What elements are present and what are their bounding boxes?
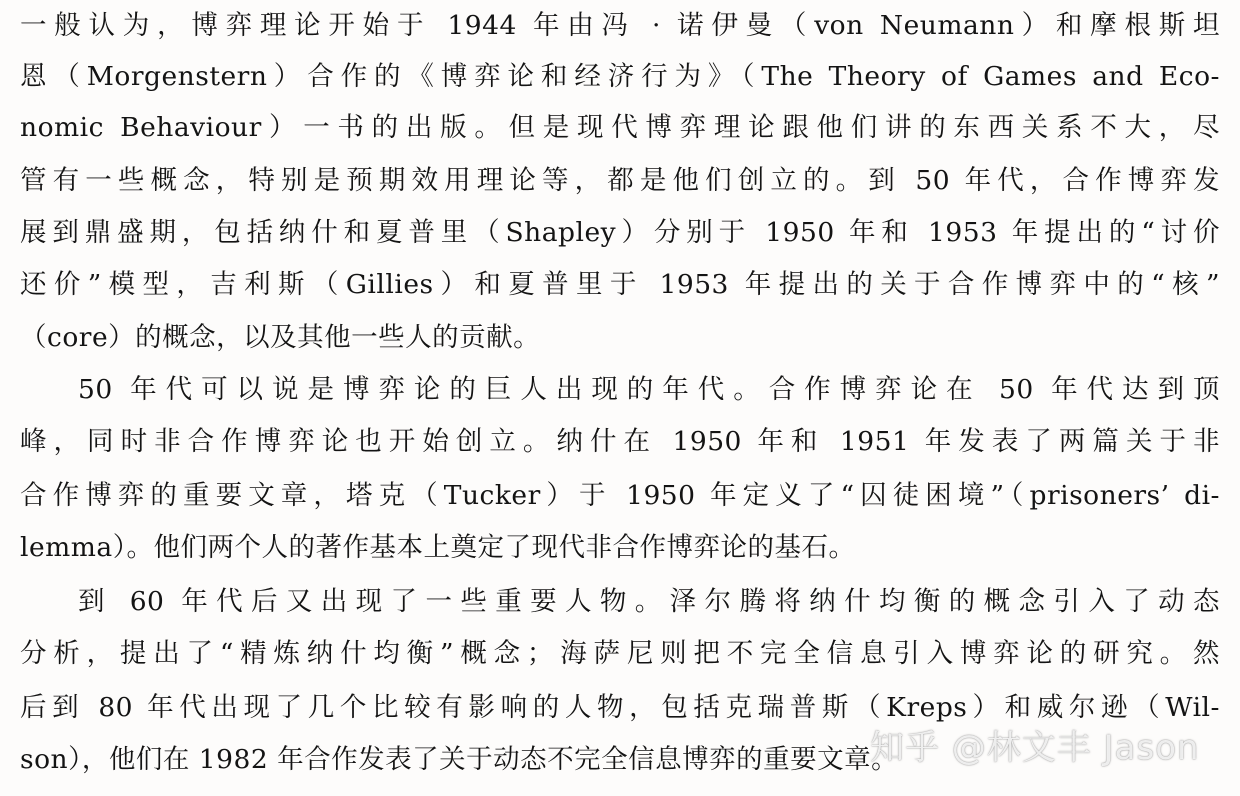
text-line: 恩（Morgenstern）合作的《博弈论和经济行为》（The Theory of Games and Eco- <box>20 61 1220 92</box>
text-line: 还价”模型，吉利斯（Gillies）和夏普里于 1953 年提出的关于合作博弈中的“核” <box>20 269 1220 300</box>
text-line: （core）的概念，以及其他一些人的贡献。 <box>20 322 541 353</box>
text-line: nomic Behaviour）一书的出版。但是现代博弈理论跟他们讲的东西关系不大，尽 <box>20 112 1220 143</box>
text-line: 后到 80 年代出现了几个比较有影响的人物，包括克瑞普斯（Kreps）和威尔逊（Wil- <box>20 692 1220 723</box>
text-line: 50 年代可以说是博弈论的巨人出现的年代。合作博弈论在 50 年代达到顶 <box>78 374 1220 405</box>
text-line: 分析，提出了“精炼纳什均衡”概念；海萨尼则把不完全信息引入博弈论的研究。然 <box>20 638 1220 669</box>
text-line: 到 60 年代后又出现了一些重要人物。泽尔腾将纳什均衡的概念引入了动态 <box>78 586 1220 617</box>
text-line: lemma）。他们两个人的著作基本上奠定了现代非合作博弈论的基石。 <box>20 532 856 563</box>
text-line: 一般认为，博弈理论开始于 1944 年由冯 · 诺伊曼（von Neumann）和摩根斯坦 <box>20 10 1220 41</box>
text-line: 展到鼎盛期，包括纳什和夏普里（Shapley）分别于 1950 年和 1953 年提出的“讨价 <box>20 217 1220 248</box>
text-line: 管有一些概念，特别是预期效用理论等，都是他们创立的。到 50 年代，合作博弈发 <box>20 165 1220 196</box>
text-line: son），他们在 1982 年合作发表了关于动态不完全信息博弈的重要文章。 <box>20 744 899 775</box>
text-line: 合作博弈的重要文章，塔克（Tucker）于 1950 年定义了“囚徒困境”（prisoners’ di- <box>20 480 1220 511</box>
zhihu-watermark: 知乎 @林文丰 Jason <box>870 728 1200 768</box>
text-line: 峰，同时非合作博弈论也开始创立。纳什在 1950 年和 1951 年发表了两篇关于非 <box>20 426 1220 457</box>
